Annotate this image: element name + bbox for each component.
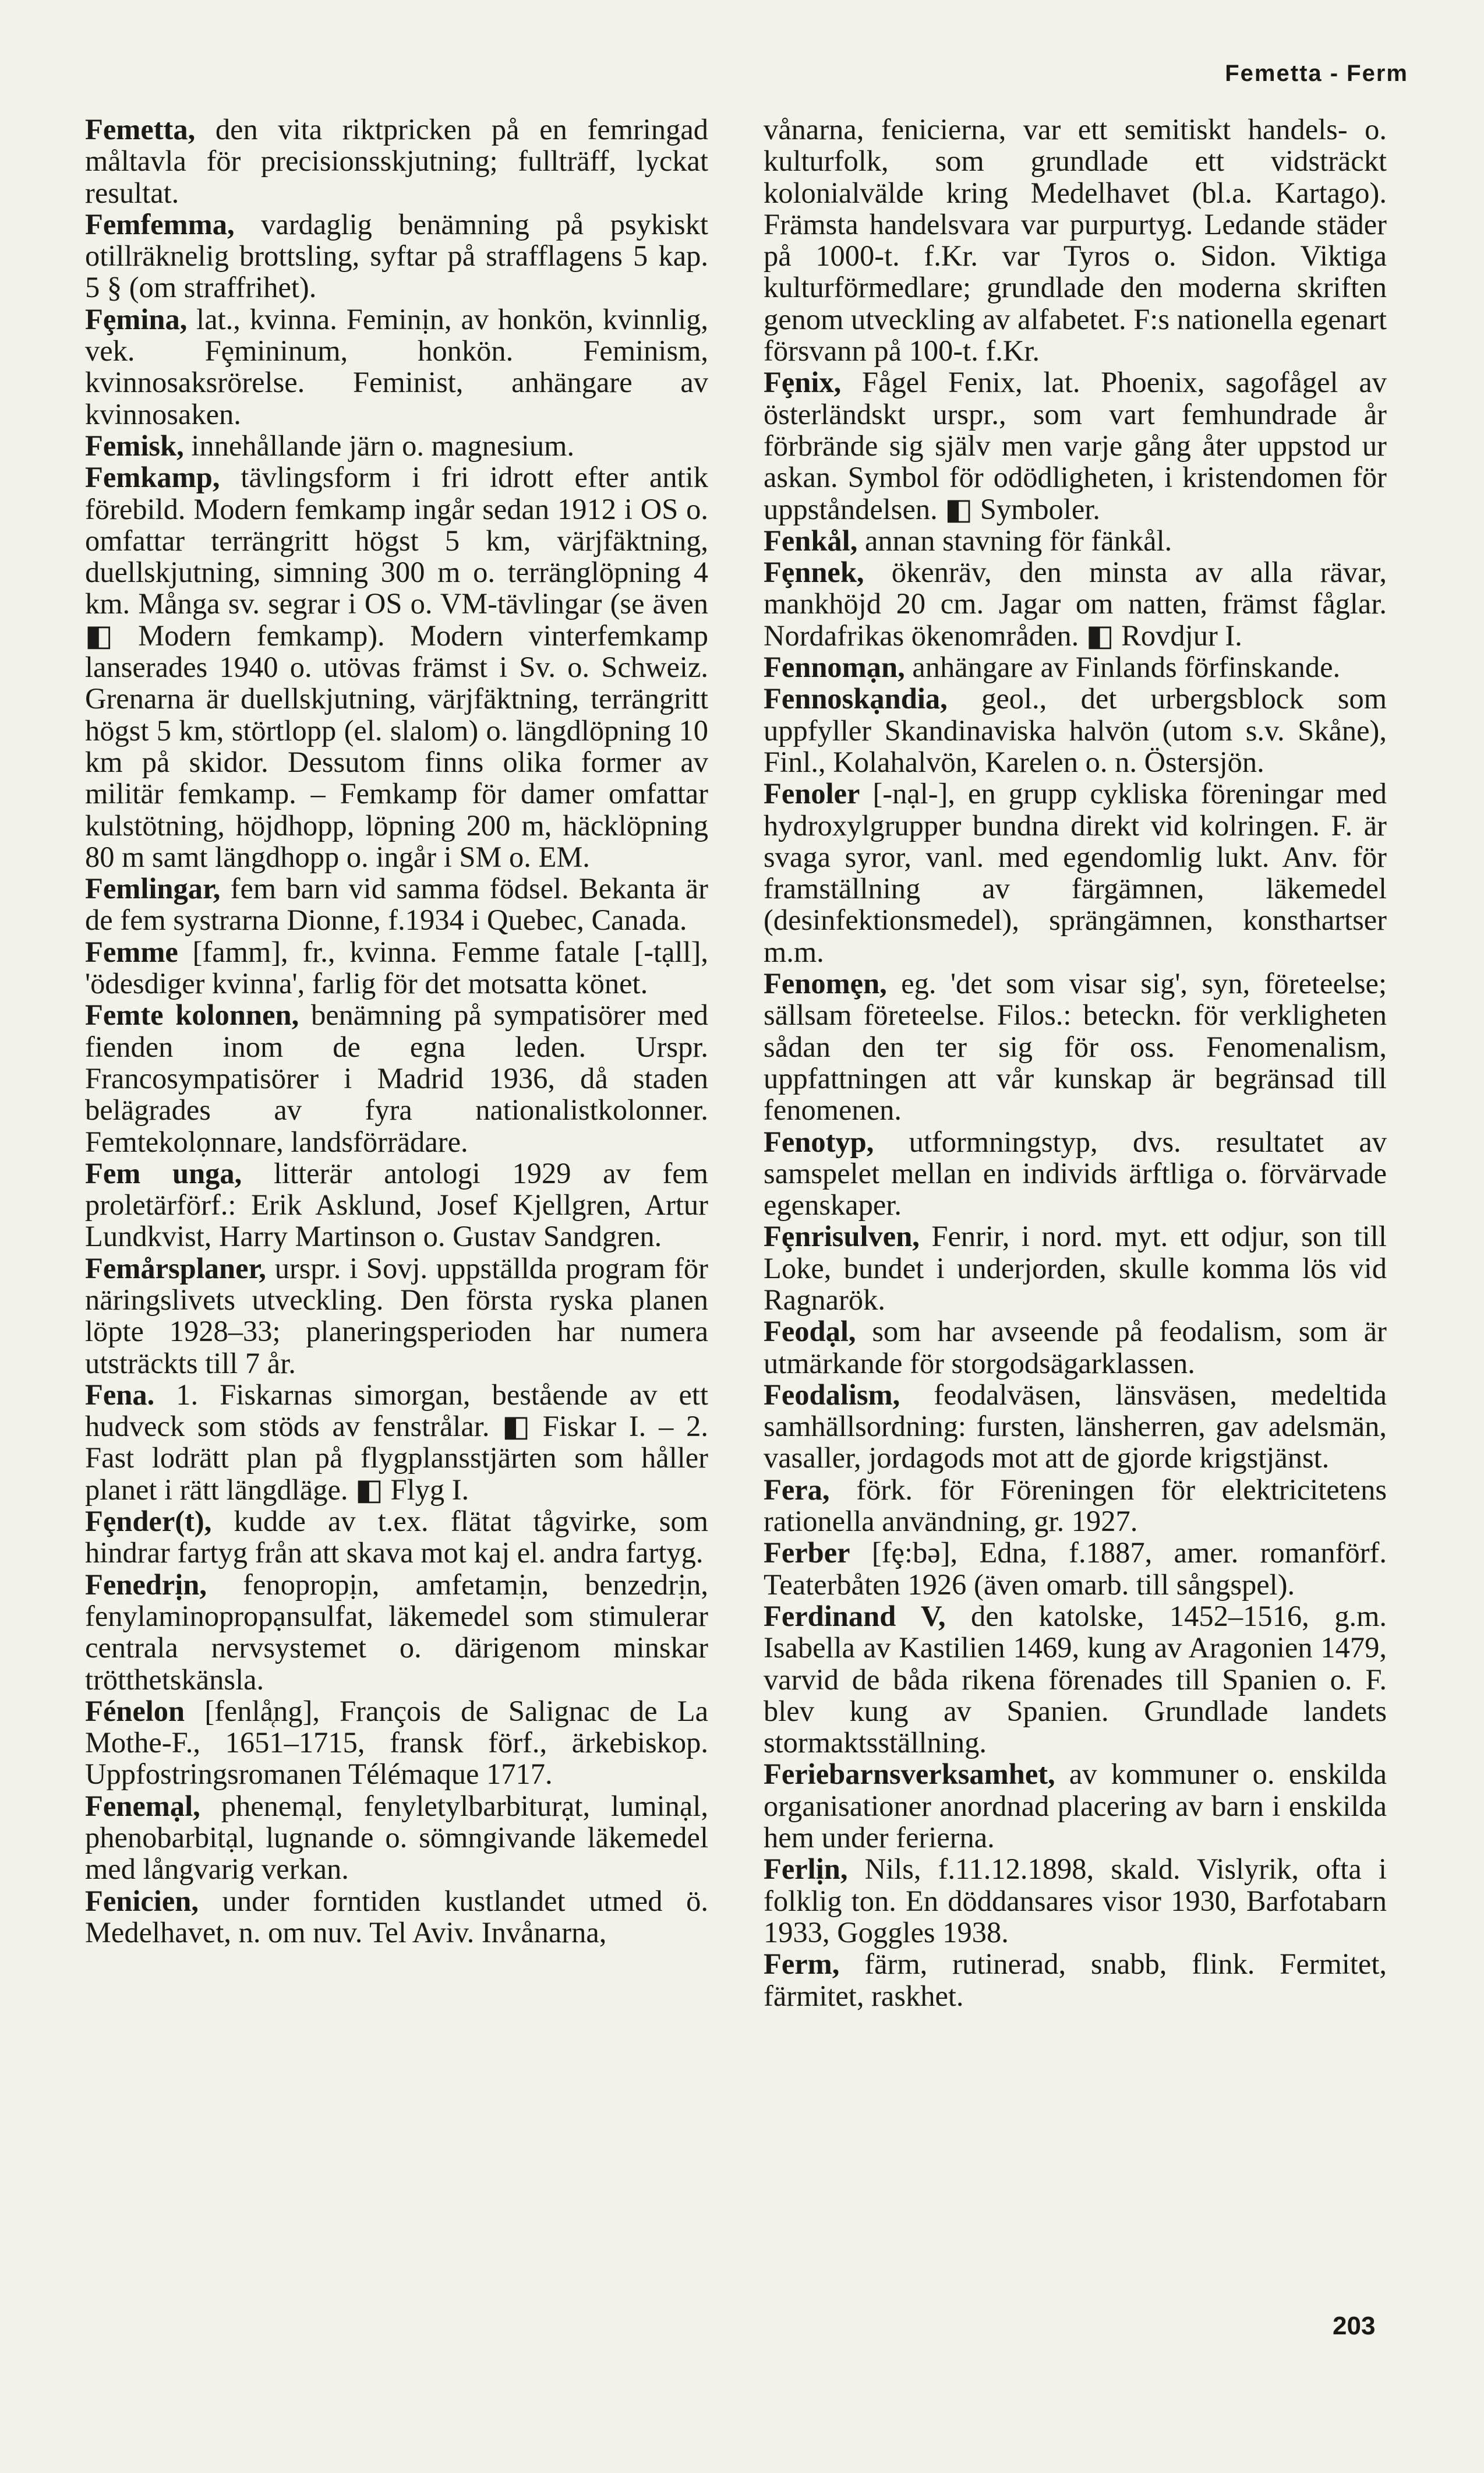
dictionary-entry	[764, 778, 1387, 968]
dictionary-entry	[764, 1474, 1387, 1537]
entry-headword: Fennomạn,	[764, 651, 905, 684]
dictionary-entry	[85, 461, 708, 873]
entry-headword: Fem unga,	[85, 1156, 242, 1190]
dictionary-entry	[85, 936, 708, 1000]
page-number: 203	[1333, 2312, 1376, 2340]
dictionary-entry	[85, 430, 708, 461]
right-column	[764, 114, 1387, 2012]
entry-text: feodalväsen, länsväsen, medeltida samhällsordning: fursten, länsherren, gav adelsmän, vasaller, jordagods mot att de gjorde krigstjänst.	[764, 1378, 1387, 1474]
dictionary-entry	[85, 1569, 708, 1695]
entry-text: annan stavning för fänkål.	[857, 524, 1172, 557]
entry-headword: Fennoskạndia,	[764, 682, 948, 715]
entry-headword: Ferdinand V,	[764, 1599, 946, 1632]
entry-text: som har avseende på feodalism, som är utmärkande för storgodsägarklassen.	[764, 1315, 1387, 1380]
dictionary-entry	[85, 209, 708, 304]
dictionary-entry	[764, 556, 1387, 651]
entry-headword: Femme	[85, 935, 178, 968]
entry-text: Fenrir, i nord. myt. ett odjur, son till Loke, bundet i underjorden, skulle komma lös vid Ragnarök.	[764, 1220, 1387, 1316]
dictionary-entry	[764, 1853, 1387, 1948]
entry-headword: Feodạl,	[764, 1315, 856, 1348]
entry-headword: Fena.	[85, 1378, 155, 1411]
dictionary-entry	[764, 1600, 1387, 1758]
entry-headword: Feodalism,	[764, 1378, 900, 1411]
dictionary-entry	[85, 1505, 708, 1569]
entry-text: vardaglig benämning på psykiskt otillräknelig brottsling, syftar på strafflagens 5 kap. 5 § (om straffrihet).	[85, 207, 708, 304]
dictionary-entry	[764, 1537, 1387, 1600]
dictionary-entry	[764, 525, 1387, 556]
entry-text: fem barn vid samma födsel. Bekanta är de fem systrarna Dionne, f.1934 i Quebec, Canada.	[85, 872, 708, 937]
entry-text: Nils, f.11.12.1898, skald. Vislyrik, ofta i folklig ton. En döddansares visor 1930, Barfotabarn 1933, Goggles 1938.	[764, 1853, 1387, 1949]
entry-text: ökenräv, den minsta av alla rävar, mankhöjd 20 cm. Jagar om natten, främst fåglar. Nordafrikas ökenområden. ◧ Rovdjur I.	[764, 556, 1387, 652]
entry-text: geol., det urbergsblock som uppfyller Skandinaviska halvön (utom s.v. Skåne), Finl., Kolahalvön, Karelen o. n. Östersjön.	[764, 682, 1387, 778]
entry-text: utformningstyp, dvs. resultatet av samspelet mellan en individs ärftliga o. förvärvade egenskaper.	[764, 1125, 1387, 1222]
entry-headword: Femkamp,	[85, 461, 220, 494]
dictionary-entry	[764, 1758, 1387, 1853]
dictionary-entry	[85, 1695, 708, 1790]
entry-headword: Fenemạl,	[85, 1789, 200, 1822]
entry-headword: Femetta,	[85, 113, 196, 146]
entry-text: litterär antologi 1929 av fem proletärförf.: Erik Asklund, Josef Kjellgren, Artur Lundkvist, Harry Martinson o. Gustav Sandgren.	[85, 1156, 708, 1253]
dictionary-entry	[764, 1126, 1387, 1221]
entry-text: 1. Fiskarnas simorgan, bestående av ett hudveck som stöds av fenstrålar. ◧ Fiskar I. – 2. Fast lodrätt plan på flygplansstjärten som håller planet i rätt längdläge. ◧ Flyg I.	[85, 1378, 708, 1506]
dictionary-entry	[764, 651, 1387, 683]
dictionary-entry	[764, 1948, 1387, 2012]
entry-text: anhängare av Finlands förfinskande.	[904, 651, 1341, 684]
entry-text: färm, rutinerad, snabb, flink. Fermitet, färmitet, raskhet.	[764, 1948, 1387, 2012]
entry-headword: Fenoler	[764, 777, 860, 810]
dictionary-entry	[85, 999, 708, 1157]
entry-headword: Fenotyp,	[764, 1125, 874, 1158]
entry-headword: Femfemma,	[85, 207, 235, 241]
entry-headword: Fȩnnek,	[764, 556, 864, 589]
entry-text: fenopropịn, amfetamịn, benzedrịn, fenylaminopropạnsulfat, läkemedel som stimulerar centrala nervsystemet o. därigenom minskar trötthetskänsla.	[85, 1568, 708, 1696]
entry-headword: Fȩnix,	[764, 366, 842, 399]
dictionary-entry	[85, 1885, 708, 1949]
running-header: Femetta - Ferm	[1225, 61, 1408, 86]
entry-text: förk. för Föreningen för elektricitetens rationella användning, gr. 1927.	[764, 1473, 1387, 1538]
entry-text: av kommuner o. enskilda organisationer anordnad placering av barn i enskilda hem under ferierna.	[764, 1758, 1387, 1854]
entry-headword: Feriebarnsverksamhet,	[764, 1758, 1055, 1791]
entry-headword: Fenkål,	[764, 524, 858, 557]
dictionary-entry	[85, 1379, 708, 1505]
entry-text: innehållande järn o. magnesium.	[183, 429, 575, 462]
entry-text: tävlingsform i fri idrott efter antik förebild. Modern femkamp ingår sedan 1912 i OS o. omfattar terrängritt högst 5 km, värjfäktning, duellskjutning, simning 300 m o. terränglöpning 4 km. Många sv. segrar i OS o. VM-tävlingar (se även ◧ Modern femkamp). Modern vinterfemkamp lanserades 1940 o. utövas främst i Sv. o. Schweiz. Grenarna är duellskjutning, värjfäktning, terrängritt högst 5 km, störtlopp (el. slalom) o. längdlöpning 10 km på skidor. Dessutom finns olika former av militär femkamp. – Femkamp för damer omfattar kulstötning, höjdhopp, löpning 200 m, häcklöpning 80 m samt längdhopp o. ingår i SM o. EM.	[85, 461, 708, 873]
entry-headword: Femte kolonnen,	[85, 999, 299, 1032]
dictionary-entry	[85, 1790, 708, 1885]
entry-headword: Fȩnder(t),	[85, 1505, 212, 1538]
dictionary-entry	[764, 683, 1387, 778]
entry-text: [famm], fr., kvinna. Femme fatale [-tạll], 'ödesdiger kvinna', farlig för det motsatta könet.	[85, 935, 708, 1000]
entry-headword: Fȩnrisulven,	[764, 1220, 920, 1253]
dictionary-entry	[764, 114, 1387, 366]
dictionary-entry	[764, 1220, 1387, 1315]
dictionary-entry	[85, 114, 708, 209]
entry-text: benämning på sympatisörer med fienden inom de egna leden. Urspr. Francosympatisörer i Madrid 1936, då staden belägrades av fyra nationalistkolonner. Femtekolọnnare, landsförrädare.	[85, 999, 709, 1158]
left-column	[85, 114, 708, 1948]
entry-headword: Fenedrịn,	[85, 1568, 207, 1601]
entry-headword: Femlingar,	[85, 872, 221, 905]
dictionary-entry	[764, 366, 1387, 524]
entry-text: den vita riktpricken på en femringad måltavla för precisionsskjutning; fullträff, lyckat resultat.	[85, 113, 708, 209]
entry-text: Fågel Fenix, lat. Phoenix, sagofågel av österländskt urspr., som vart femhundrade år förbrände sig själv men varje gång åter uppstod ur askan. Symbol för odödligheten, i kristendomen för uppståndelsen. ◧ Symboler.	[764, 366, 1387, 525]
entry-headword: Femisk,	[85, 429, 184, 462]
entry-headword: Fenomȩn,	[764, 967, 887, 1000]
entry-headword: Fenicien,	[85, 1884, 199, 1917]
entry-headword: Ferber	[764, 1536, 850, 1569]
entry-text: vånarna, fenicierna, var ett semitiskt handels- o. kulturfolk, som grundlade ett vidsträckt kolonialvälde kring Medelhavet (bl.a. Kartago). Främsta handelsvara var purpurtyg. Ledande städer på 1000-t. f.Kr. var Tyros o. Sidon. Viktiga kulturförmedlare; grundlade den moderna skriften genom utveckling av alfabetet. F:s nationella egenart försvann på 100-t. f.Kr.	[764, 113, 1387, 368]
dictionary-entry	[85, 304, 708, 430]
entry-text: [fenlå̜ng], François de Salignac de La Mothe-F., 1651–1715, fransk förf., ärkebiskop. Uppfostringsromanen Télémaque 1717.	[85, 1694, 708, 1791]
dictionary-entry	[85, 873, 708, 936]
entry-headword: Fénelon	[85, 1694, 185, 1727]
dictionary-entry	[764, 1315, 1387, 1379]
dictionary-entry	[764, 968, 1387, 1126]
entry-text: eg. 'det som visar sig', syn, företeelse; sällsam företeelse. Filos.: beteckn. för verkligheten sådan den ter sig för oss. Fenomenalism, uppfattningen att vår kunskap är begränsad till fenomenen.	[764, 967, 1387, 1127]
entry-headword: Femårsplaner,	[85, 1251, 266, 1285]
entry-text: [-nạl-], en grupp cykliska föreningar med hydroxylgrupper bundna direkt vid kolringen. F. är svaga syror, vanl. med egendomlig lukt. Anv. för framställning av färgämnen, läkemedel (desinfektionsmedel), sprängämnen, konsthartser m.m.	[764, 777, 1387, 968]
entry-headword: Fȩmina,	[85, 302, 188, 336]
entry-text: den katolske, 1452–1516, g.m. Isabella av Kastilien 1469, kung av Aragonien 1479, varvid de båda rikena förenades till Spanien o. F. blev kung av Spanien. Grundlade landets stormaktsställning.	[764, 1599, 1387, 1759]
entry-headword: Ferm,	[764, 1948, 840, 1981]
entry-text: urspr. i Sovj. uppställda program för näringslivets utveckling. Den första ryska planen löpte 1928–33; planeringsperioden har numera utsträckts till 7 år.	[85, 1251, 708, 1380]
dictionary-entry	[764, 1379, 1387, 1474]
entry-headword: Ferlịn,	[764, 1853, 848, 1886]
entry-headword: Fera,	[764, 1473, 830, 1506]
entry-text: kudde av t.ex. flätat tågvirke, som hindrar fartyg från att skava mot kaj el. andra fartyg.	[85, 1505, 708, 1569]
entry-text: phenemạl, fenyletylbarbiturạt, luminạl, phenobarbitạl, lugnande o. sömngivande läkemedel med långvarig verkan.	[85, 1789, 708, 1886]
entry-text: lat., kvinna. Feminịn, av honkön, kvinnlig, vek. Fȩmininum, honkön. Feminism, kvinnosaksrörelse. Feminist, anhängare av kvinnosaken.	[85, 302, 708, 431]
dictionary-entry	[85, 1253, 708, 1379]
entry-text: [fȩ:bə], Edna, f.1887, amer. romanförf. Teaterbåten 1926 (även omarb. till sångspel).	[764, 1536, 1387, 1601]
dictionary-entry	[85, 1158, 708, 1253]
entry-text: under forntiden kustlandet utmed ö. Medelhavet, n. om nuv. Tel Aviv. Invånarna,	[85, 1884, 708, 1949]
